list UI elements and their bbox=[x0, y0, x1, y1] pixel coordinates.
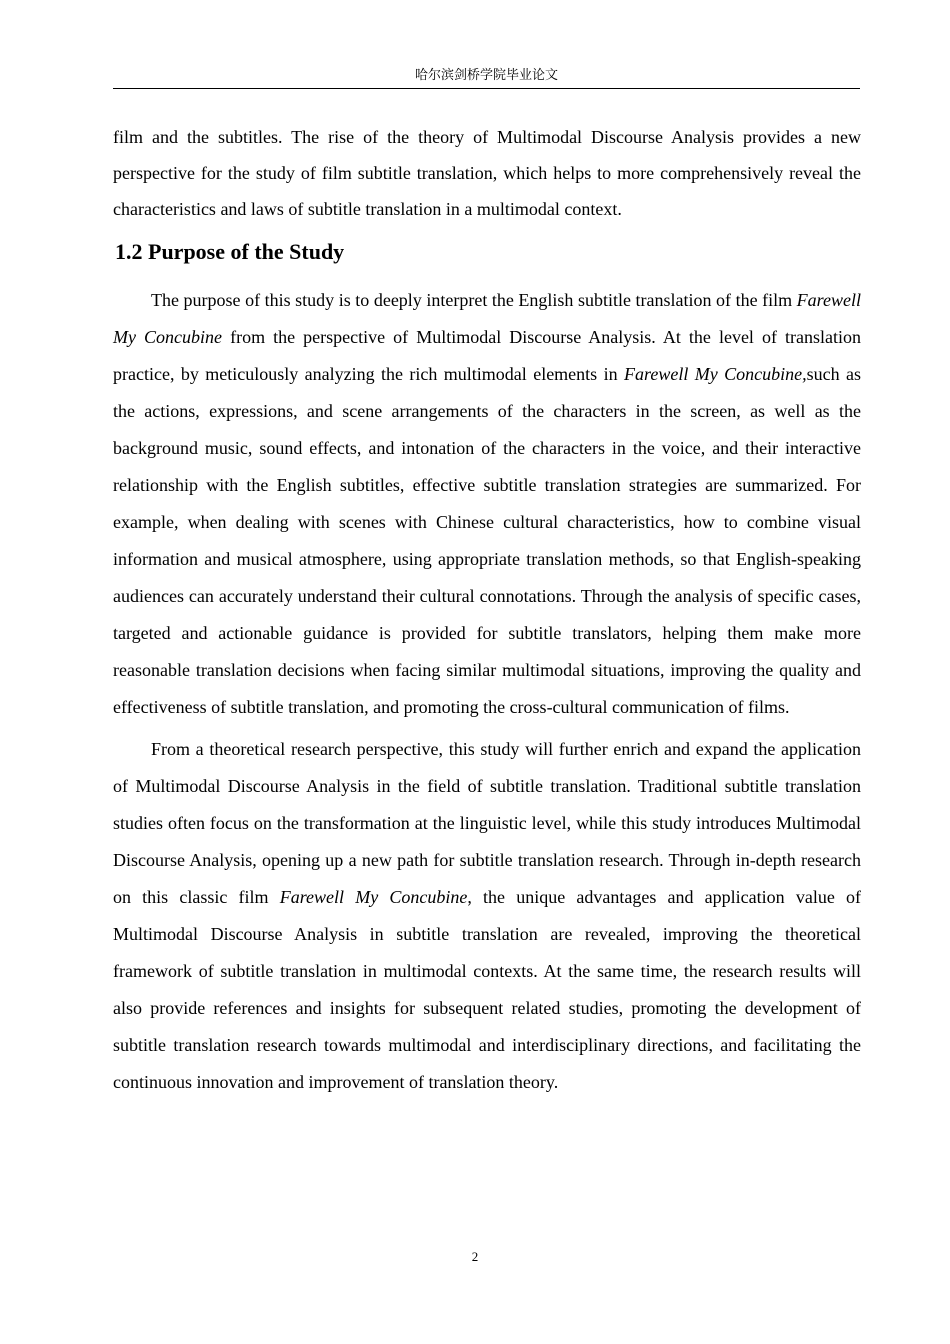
section-heading: 1.2 Purpose of the Study bbox=[115, 239, 345, 264]
paragraph1-text-2: from the perspective of Multimodal Discourse Analysis. At the level of translation practice, by meticulously analyzing the rich multimodal elements in bbox=[113, 327, 862, 384]
page-header bbox=[113, 66, 860, 89]
intro-paragraph: film and the subtitles. The rise of the theory of Multimodal Discourse Analysis provides a new perspective for the study of film subtitle translation, which helps to more comprehensively reveal the characteristics and laws of subtitle translation in a multimodal context. bbox=[113, 127, 861, 219]
film-title: Farewell My Concubine, bbox=[624, 364, 807, 384]
header-title: 哈尔滨剑桥学院毕业论文 bbox=[414, 68, 558, 83]
paragraph2-text-1: From a theoretical research perspective, this study will further enrich and expand the application of Multimodal Discourse Analysis in the field of subtitle translation. Traditional subtitle translation studies often focus on the transformation at the linguistic level, while this study introduces Multimodal Discourse Analysis, opening up a new path for subtitle translation research. Through in-depth research on this classic film bbox=[113, 739, 861, 907]
purpose-paragraph-1 bbox=[113, 282, 861, 726]
purpose-paragraph-2 bbox=[113, 731, 861, 1101]
paragraph2-text-2: , the unique advantages and application value of Multimodal Discourse Analysis in subtitle translation are revealed, improving the theoretical framework of subtitle translation in multimodal contexts. At the same time, the research results will also provide references and insights for subsequent related studies, promoting the development of subtitle translation research towards multimodal and interdisciplinary directions, and facilitating the continuous innovation and improvement of translation theory. bbox=[113, 887, 861, 1092]
document-body bbox=[113, 119, 861, 1101]
page-number: 2 bbox=[471, 1249, 479, 1264]
film-title: Farewell My Concubine bbox=[113, 290, 861, 347]
film-title: Farewell My Concubine bbox=[279, 887, 468, 907]
paragraph1-text-3: such as the actions, expressions, and scene arrangements of the characters in the screen, as well as the background music, sound effects, and intonation of the characters in the voice, and their interactive relationship with the English subtitles, effective subtitle translation strategies are summarized. For example, when dealing with scenes with Chinese cultural characteristics, how to combine visual information and musical atmosphere, using appropriate translation methods, so that English-speaking audiences can accurately understand their cultural connotations. Through the analysis of specific cases, targeted and actionable guidance is provided for subtitle translators, helping them make more reasonable translation decisions when facing similar multimodal situations, improving the quality and effectiveness of subtitle translation, and promoting the cross-cultural communication of films. bbox=[113, 364, 862, 717]
paragraph1-text-1: The purpose of this study is to deeply interpret the English subtitle translation of the film bbox=[151, 290, 797, 310]
